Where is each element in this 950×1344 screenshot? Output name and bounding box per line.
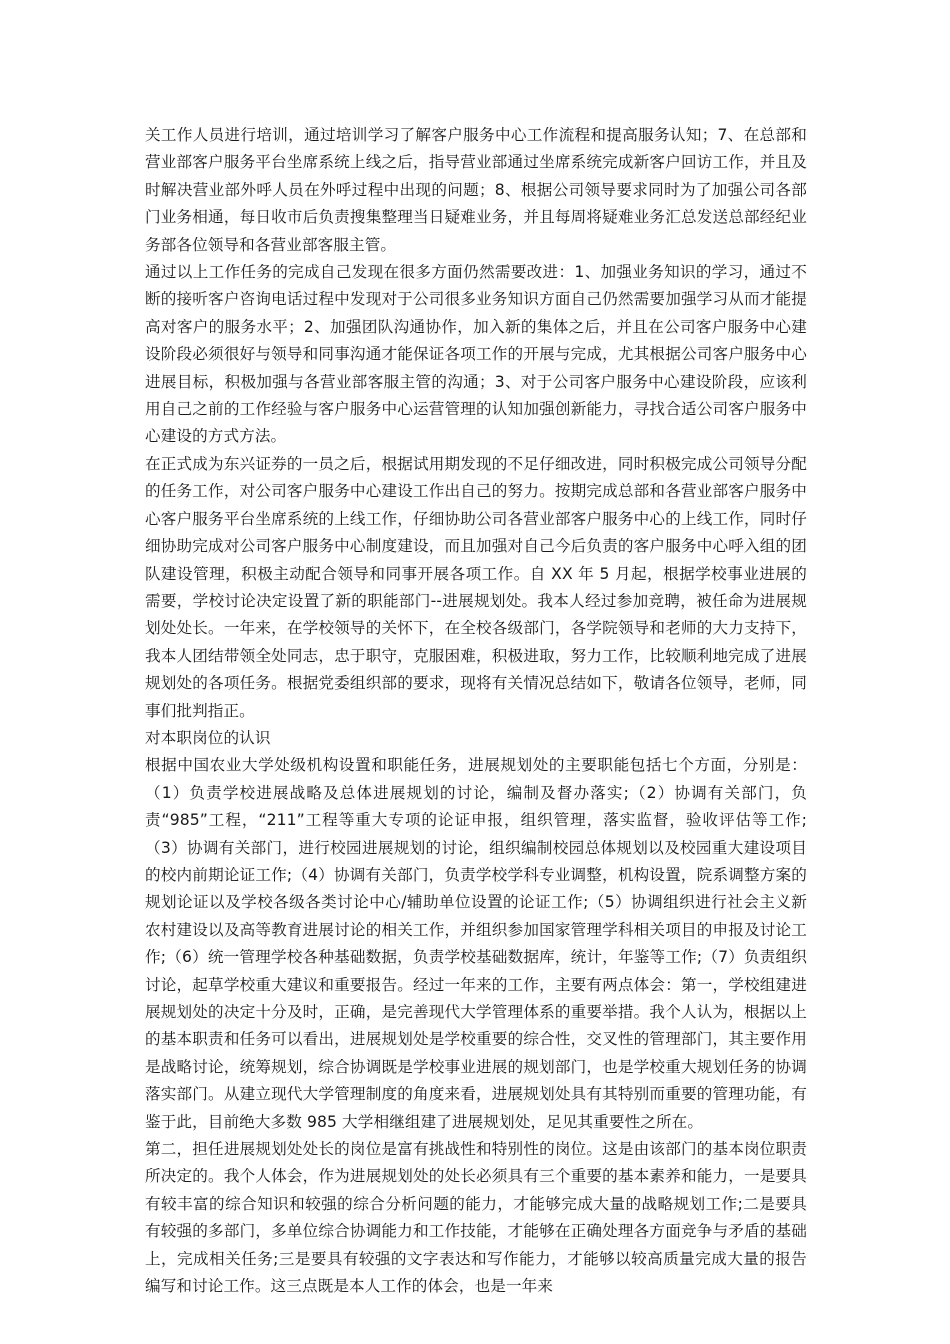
paragraph-work-summary: 在正式成为东兴证券的一员之后，根据试用期发现的不足仔细改进，同时积极完成公司领导分配的任务工作，对公司客户服务中心建设工作出自己的努力。按期完成总部和各营业部客户服务中心客户服务平台坐席系统的上线工作，仔细协助公司各营业部客户服务中心的上线工作，同时仔细协助完成对公司客户服务中心制度建设，而且加强对自己今后负责的客户服务中心呼入组的团队建设管理，积极主动配合领导和同事开展各项工作。自 XX 年 5 月起，根据学校事业进展的需要，学校讨论决定设置了新的职能部门--进展规划处。我本人经过参加竞聘，被任命为进展规划处处长。一年来，在学校领导的关怀下，在全校各级部门，各学院领导和老师的大力支持下，我本人团结带领全处同志，忠于职守，克服困难，积极进取，努力工作，比较顺利地完成了进展规划处的各项任务。根据党委组织部的要求，现将有关情况总结如下，敬请各位领导，老师，同事们批判指正。	[145, 454, 807, 720]
paragraph-improvements: 通过以上工作任务的完成自己发现在很多方面仍然需要改进：1、加强业务知识的学习，通过不断的接听客户咨询电话过程中发现对于公司很多业务知识方面自己仍然需要加强学习从而才能提高对客户的服务水平；2、加强团队沟通协作，加入新的集体之后，并且在公司客户服务中心建设阶段必须很好与领导和同事沟通才能保证各项工作的开展与完成，尤其根据公司客户服务中心进展目标，积极加强与各营业部客服主管的沟通；3、对于公司客户服务中心建设阶段，应该利用自己之前的工作经验与客户服务中心运营管理的认知加强创新能力，寻找合适公司客户服务中心建设的方式方法。	[145, 263, 807, 446]
document-body	[145, 122, 807, 1300]
paragraph-duties: 根据中国农业大学处级机构设置和职能任务，进展规划处的主要职能包括七个方面，分别是：（1）负责学校进展战略及总体进展规划的讨论，编制及督办落实;（2）协调有关部门，负责“985”工程，“211”工程等重大专项的论证申报，组织管理，落实监督，验收评估等工作;（3）协调有关部门，进行校园进展规划的讨论，组织编制校园总体规划以及校园重大建设项目的校内前期论证工作;（4）协调有关部门，负责学校学科专业调整，机构设置，院系调整方案的规划论证以及学校各级各类讨论中心/辅助单位设置的论证工作;（5）协调组织进行社会主义新农村建设以及高等教育进展讨论的相关工作，并组织参加国家管理学科相关项目的申报及讨论工作;（6）统一管理学校各种基础数据，负责学校基础数据库，统计，年鉴等工作;（7）负责组织讨论，起草学校重大建议和重要报告。经过一年来的工作，主要有两点体会：第一，学校组建进展规划处的决定十分及时，正确，是完善现代大学管理体系的重要举措。我个人认为，根据以上的基本职责和任务可以看出，进展规划处是学校重要的综合性，交叉性的管理部门，其主要作用是战略讨论，统筹规划，综合协调既是学校事业进展的规划部门，也是学校重大规划任务的协调落实部门。从建立现代大学管理制度的角度来看，进展规划处具有其特别而重要的管理功能，有鉴于此，目前绝大多数 985 大学相继组建了进展规划处，足见其重要性之所在。	[145, 756, 807, 1131]
section-heading: 对本职岗位的认识	[145, 728, 271, 747]
paragraph-position-challenges: 第二，担任进展规划处处长的岗位是富有挑战性和特别性的岗位。这是由该部门的基本岗位职责所决定的。我个人体会，作为进展规划处的处长必须具有三个重要的基本素养和能力，一是要具有较丰富的综合知识和较强的综合分析问题的能力，才能够完成大量的战略规划工作;二是要具有较强的多部门，多单位综合协调能力和工作技能，才能够在正确处理各方面竞争与矛盾的基础上，完成相关任务;三是要具有较强的文字表达和写作能力，才能够以较高质量完成大量的报告编写和讨论工作。这三点既是本人工作的体会，也是一年来	[145, 1140, 807, 1296]
paragraph-training-tasks: 关工作人员进行培训，通过培训学习了解客户服务中心工作流程和提高服务认知；7、在总部和营业部客户服务平台坐席系统上线之后，指导营业部通过坐席系统完成新客户回访工作，并且及时解决营业部外呼人员在外呼过程中出现的问题；8、根据公司领导要求同时为了加强公司各部门业务相通，每日收市后负责搜集整理当日疑难业务，并且每周将疑难业务汇总发送总部经纪业务部各位领导和各营业部客服主管。	[145, 126, 807, 254]
